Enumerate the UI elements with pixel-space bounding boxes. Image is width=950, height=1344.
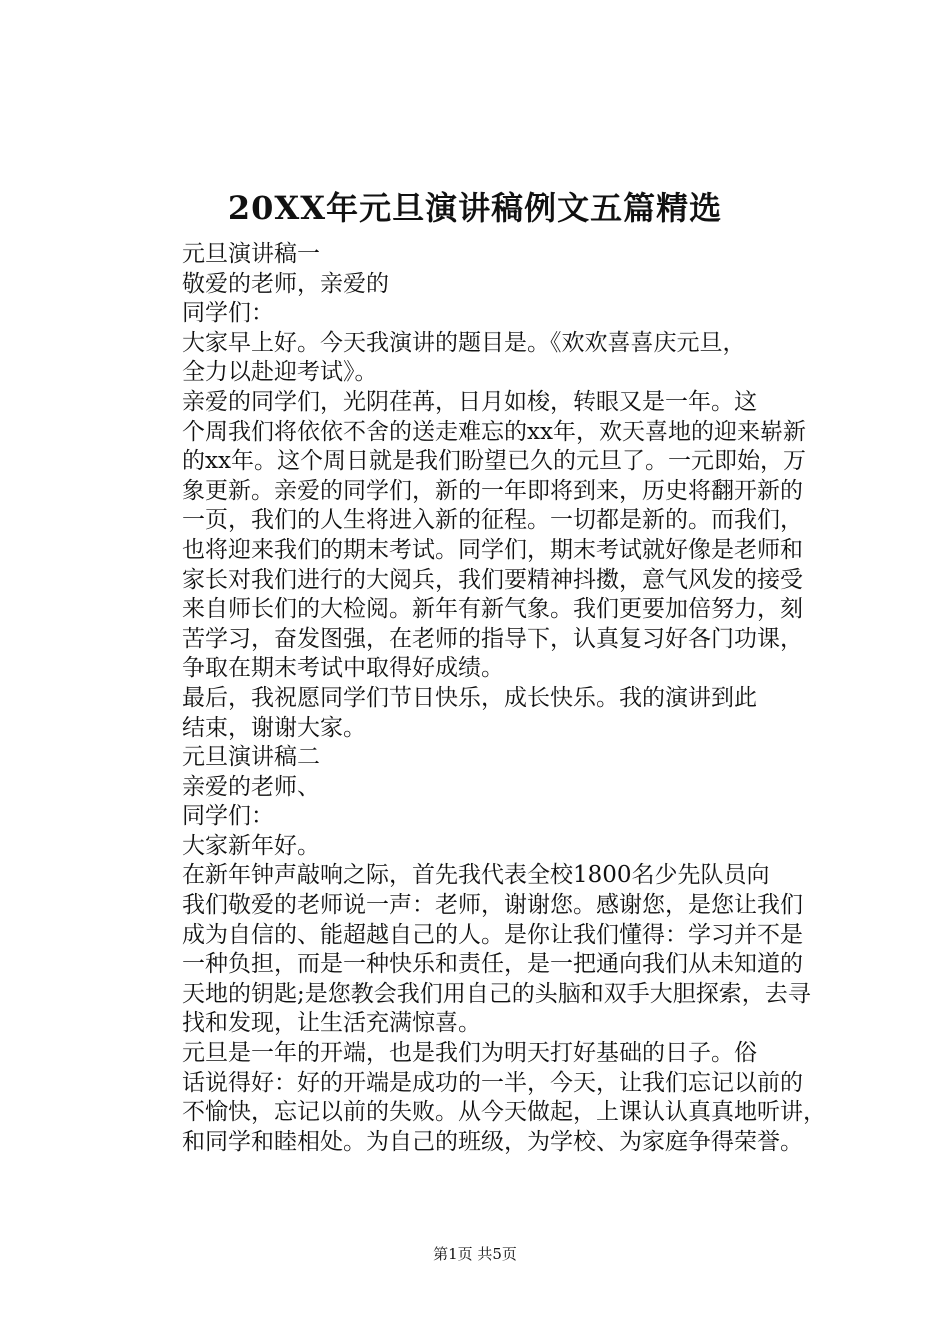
paragraph	[130, 743, 834, 773]
text-line: 象更新。亲爱的同学们，新的一年即将到来，历史将翻开新的	[182, 477, 803, 504]
text-line: 家长对我们进行的大阅兵，我们要精神抖擞，意气风发的接受	[182, 566, 803, 593]
text-line: 不愉快，忘记以前的失败。从今天做起，上课认认真真地听讲，	[182, 1099, 826, 1126]
text-line: 和同学和睦相处。为自己的班级，为学校、为家庭争得荣誉。	[182, 1128, 803, 1155]
document-body	[130, 240, 834, 1157]
paragraph	[130, 299, 834, 329]
text-line: 元旦演讲稿二	[182, 744, 320, 771]
paragraph	[130, 240, 834, 270]
text-line: 同学们：	[182, 803, 274, 830]
paragraph	[130, 861, 834, 1039]
paragraph	[130, 802, 834, 832]
document-title: 20XX年元旦演讲稿例文五篇精选	[227, 189, 723, 227]
paragraph	[130, 832, 834, 862]
text-line: 大家早上好。今天我演讲的题目是。《欢欢喜喜庆元旦，	[182, 329, 746, 356]
text-line: 在新年钟声敲响之际，首先我代表全校1800名少先队员向	[182, 862, 770, 889]
paragraph	[130, 1039, 834, 1157]
paragraph	[130, 270, 834, 300]
text-line: 敬爱的老师，亲爱的	[182, 270, 389, 297]
text-line: 一页，我们的人生将进入新的征程。一切都是新的。而我们，	[182, 507, 803, 534]
paragraph	[130, 329, 834, 388]
text-line: 找和发现，让生活充满惊喜。	[182, 1010, 481, 1037]
text-line: 亲爱的老师、	[182, 773, 320, 800]
paragraph	[130, 684, 834, 743]
text-line: 苦学习，奋发图强，在老师的指导下，认真复习好各门功课，	[182, 625, 803, 652]
text-line: 来自师长们的大检阅。新年有新气象。我们更要加倍努力，刻	[182, 596, 803, 623]
text-line: 一种负担，而是一种快乐和责任，是一把通向我们从未知道的	[182, 951, 803, 978]
text-line: 亲爱的同学们，光阴荏苒，日月如梭，转眼又是一年。这	[182, 388, 757, 415]
text-line: 个周我们将依依不舍的送走难忘的xx年，欢天喜地的迎来崭新	[182, 418, 806, 445]
text-line: 最后，我祝愿同学们节日快乐，成长快乐。我的演讲到此	[182, 684, 757, 711]
text-line: 成为自信的、能超越自己的人。是你让我们懂得：学习并不是	[182, 921, 803, 948]
text-line: 也将迎来我们的期末考试。同学们，期末考试就好像是老师和	[182, 536, 803, 563]
text-line: 的xx年。这个周日就是我们盼望已久的元旦了。一元即始，万	[182, 448, 806, 475]
page-footer: 第1页 共5页	[433, 1245, 517, 1263]
text-line: 争取在期末考试中取得好成绩。	[182, 655, 504, 682]
text-line: 大家新年好。	[182, 832, 320, 859]
paragraph	[130, 388, 834, 684]
text-line: 话说得好：好的开端是成功的一半，今天，让我们忘记以前的	[182, 1069, 803, 1096]
text-line: 同学们：	[182, 300, 274, 327]
text-line: 天地的钥匙;是您教会我们用自己的头脑和双手大胆探索，去寻	[182, 980, 811, 1007]
text-line: 我们敬爱的老师说一声：老师，谢谢您。感谢您，是您让我们	[182, 892, 803, 919]
text-line: 结束，谢谢大家。	[182, 714, 366, 741]
text-line: 元旦演讲稿一	[182, 241, 320, 267]
text-line: 元旦是一年的开端，也是我们为明天打好基础的日子。俗	[182, 1040, 757, 1067]
paragraph	[130, 773, 834, 803]
text-line: 全力以赴迎考试》。	[182, 359, 378, 386]
